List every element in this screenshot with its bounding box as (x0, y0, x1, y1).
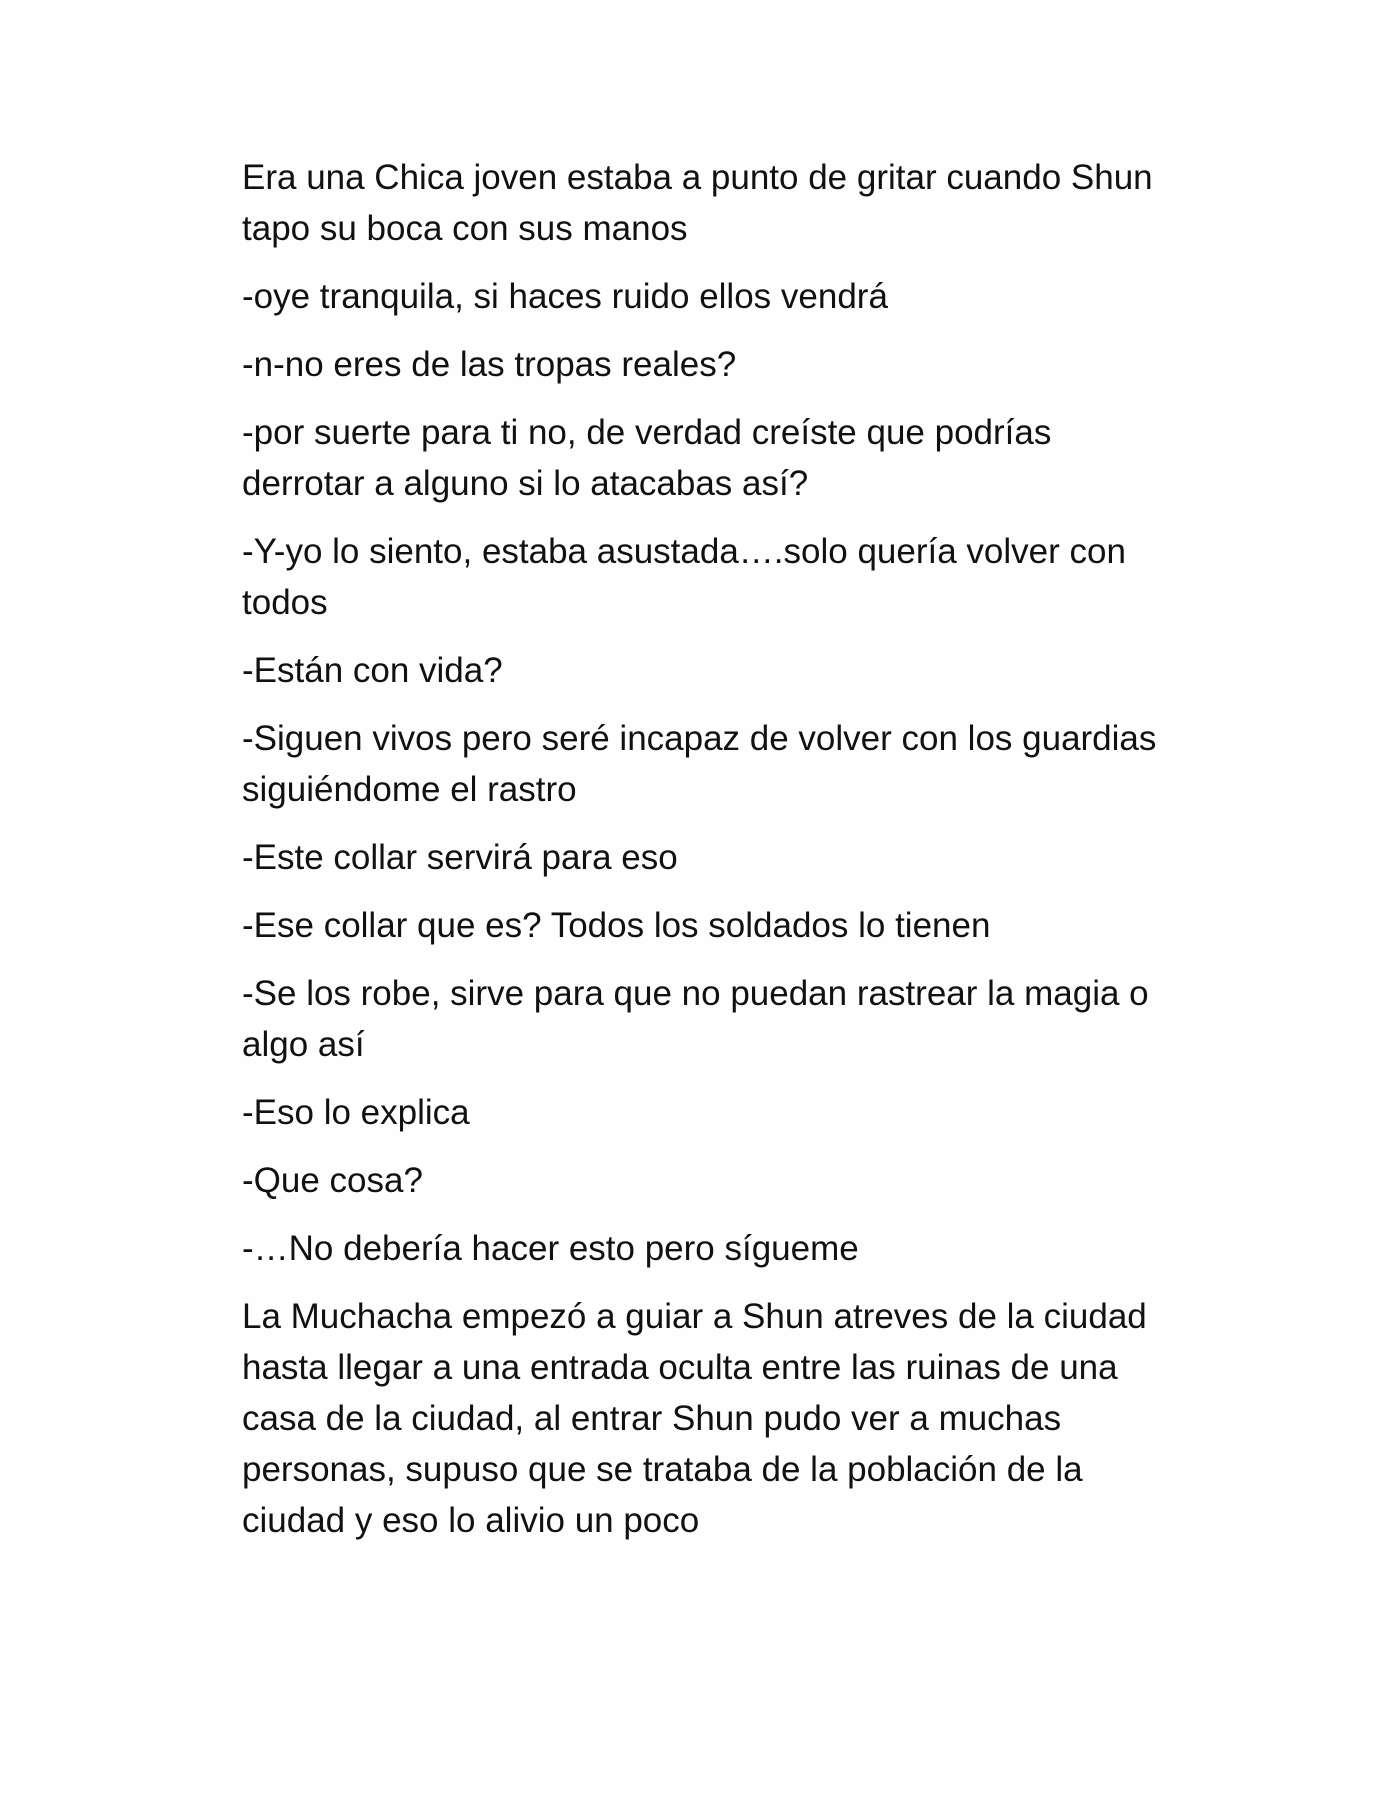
dialogue-line: -Se los robe, sirve para que no puedan rastrear la magia o algo así (242, 974, 1149, 1064)
dialogue-line: -Siguen vivos pero seré incapaz de volver con los guardias siguiéndome el rastro (242, 719, 1157, 809)
dialogue-line: -…No debería hacer esto pero sígueme (242, 1229, 859, 1268)
dialogue-line: -oye tranquila, si haces ruido ellos vendrá (242, 277, 888, 316)
narration-paragraph: Era una Chica joven estaba a punto de gritar cuando Shun tapo su boca con sus manos (242, 158, 1153, 248)
dialogue-line: -Ese collar que es? Todos los soldados lo tienen (242, 906, 991, 945)
dialogue-line: -Que cosa? (242, 1161, 423, 1200)
narration-paragraph: La Muchacha empezó a guiar a Shun atreves de la ciudad hasta llegar a una entrada oculta entre las ruinas de una casa de la ciudad, al entrar Shun pudo ver a muchas personas, supuso que se trataba de la población de la ciudad y eso lo alivio un poco (242, 1297, 1147, 1540)
story-text (242, 152, 1182, 1563)
dialogue-line: -por suerte para ti no, de verdad creíste que podrías derrotar a alguno si lo atacabas así? (242, 413, 1052, 503)
dialogue-line: -Están con vida? (242, 651, 503, 690)
dialogue-line: -Y-yo lo siento, estaba asustada….solo quería volver con todos (242, 532, 1126, 622)
dialogue-line: -Este collar servirá para eso (242, 838, 678, 877)
dialogue-line: -n-no eres de las tropas reales? (242, 345, 737, 384)
dialogue-line: -Eso lo explica (242, 1093, 470, 1132)
